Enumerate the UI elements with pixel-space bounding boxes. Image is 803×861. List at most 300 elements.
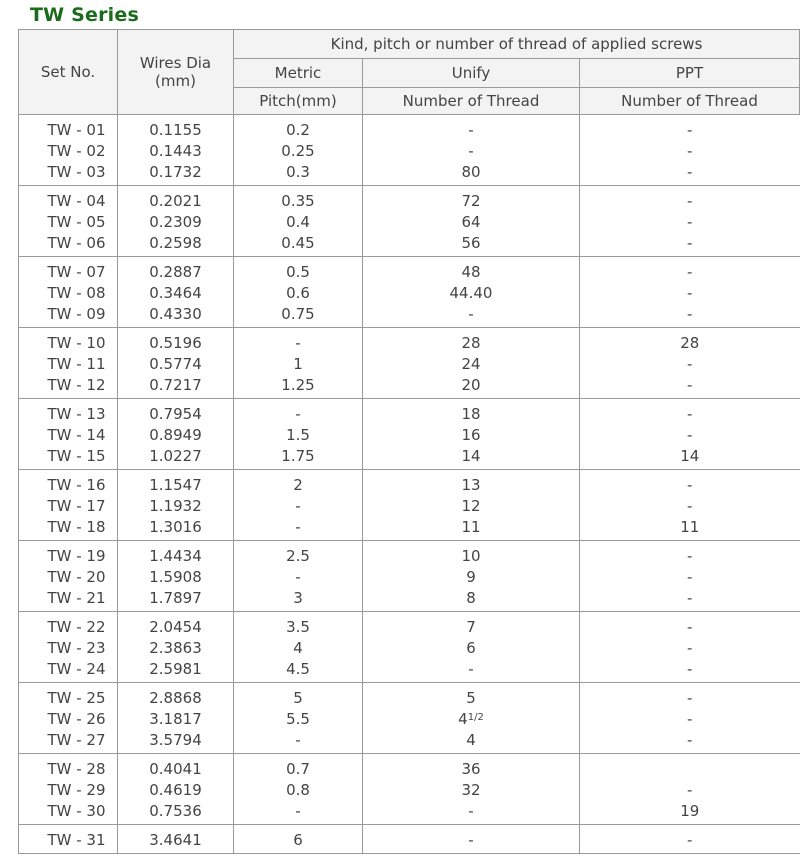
unify-text: 11 (461, 518, 481, 536)
table-row-group (19, 186, 800, 257)
unify-text: 16 (461, 426, 481, 444)
metric-text: 0.7 (286, 760, 310, 778)
metric-value (234, 333, 362, 354)
ppt-thread-cell (580, 683, 800, 754)
set-text: TW - 28 (47, 760, 106, 778)
ppt-text: - (687, 831, 693, 849)
dia-text: 1.1932 (149, 497, 202, 515)
ppt-value (580, 588, 800, 609)
dia-text: 0.1155 (149, 121, 202, 139)
header-unify-sub: Number of Thread (363, 88, 580, 115)
ppt-value (580, 354, 800, 375)
metric-text: 1 (293, 355, 303, 373)
metric-text: 5 (293, 689, 303, 707)
unify-value (363, 191, 579, 212)
ppt-value (580, 446, 800, 467)
dia-text: 3.1817 (149, 710, 202, 728)
dia-text: 0.5774 (149, 355, 202, 373)
ppt-text: - (687, 213, 693, 231)
unify-text: 9 (466, 568, 476, 586)
metric-value (234, 375, 362, 396)
ppt-thread-cell (580, 612, 800, 683)
set-value (19, 304, 117, 325)
ppt-text: - (687, 710, 693, 728)
dia-value (118, 425, 233, 446)
dia-value (118, 375, 233, 396)
unify-fraction-superscript: 1/2 (467, 712, 484, 723)
dia-value (118, 588, 233, 609)
ppt-value (580, 730, 800, 751)
unify-text: 28 (461, 334, 481, 352)
ppt-text: - (687, 355, 693, 373)
set-text: TW - 20 (47, 568, 106, 586)
set-text: TW - 05 (47, 213, 106, 231)
set-no-cell (19, 541, 118, 612)
table-row-group (19, 257, 800, 328)
dia-value (118, 517, 233, 538)
set-value (19, 546, 117, 567)
ppt-value (580, 567, 800, 588)
metric-value (234, 546, 362, 567)
set-value (19, 638, 117, 659)
ppt-value (580, 759, 800, 780)
metric-value (234, 425, 362, 446)
unify-value (363, 659, 579, 680)
unify-text: 4 (466, 731, 476, 749)
metric-value (234, 212, 362, 233)
dia-value (118, 730, 233, 751)
metric-value (234, 404, 362, 425)
ppt-text: 11 (680, 518, 700, 536)
set-no-cell (19, 257, 118, 328)
set-text: TW - 31 (47, 831, 106, 849)
set-value (19, 354, 117, 375)
dia-value (118, 283, 233, 304)
metric-text: 1.5 (286, 426, 310, 444)
metric-value (234, 517, 362, 538)
set-no-cell (19, 612, 118, 683)
unify-value (363, 212, 579, 233)
metric-text: 5.5 (286, 710, 310, 728)
set-value (19, 709, 117, 730)
header-wires-dia (118, 30, 234, 115)
unify-value (363, 141, 579, 162)
metric-value (234, 588, 362, 609)
ppt-value (580, 425, 800, 446)
metric-value (234, 759, 362, 780)
ppt-value (580, 517, 800, 538)
metric-value (234, 191, 362, 212)
dia-text: 0.7217 (149, 376, 202, 394)
metric-text: - (295, 568, 301, 586)
dia-text: 2.0454 (149, 618, 202, 636)
unify-value (363, 333, 579, 354)
unify-value (363, 780, 579, 801)
wires-dia-cell (118, 328, 234, 399)
set-text: TW - 13 (47, 405, 106, 423)
unify-thread-cell (363, 825, 580, 854)
metric-text: 2 (293, 476, 303, 494)
metric-value (234, 496, 362, 517)
unify-value (363, 617, 579, 638)
metric-text: - (295, 334, 301, 352)
metric-text: 3.5 (286, 618, 310, 636)
metric-value (234, 283, 362, 304)
metric-pitch-cell (234, 612, 363, 683)
set-value (19, 830, 117, 851)
dia-text: 0.2021 (149, 192, 202, 210)
metric-text: 4 (293, 639, 303, 657)
wires-dia-cell (118, 825, 234, 854)
metric-value (234, 233, 362, 254)
metric-text: 6 (293, 831, 303, 849)
set-text: TW - 24 (47, 660, 106, 678)
unify-text: 13 (461, 476, 481, 494)
set-text: TW - 12 (47, 376, 106, 394)
unify-text: 8 (466, 589, 476, 607)
metric-value (234, 120, 362, 141)
ppt-value (580, 304, 800, 325)
unify-text: 4 (458, 710, 468, 728)
dia-value (118, 709, 233, 730)
set-value (19, 688, 117, 709)
set-no-cell (19, 399, 118, 470)
unify-text: 72 (461, 192, 481, 210)
metric-text: 0.8 (286, 781, 310, 799)
ppt-text: - (687, 234, 693, 252)
ppt-text: - (687, 639, 693, 657)
unify-text: - (468, 802, 474, 820)
set-value (19, 283, 117, 304)
unify-value (363, 496, 579, 517)
dia-text: 0.4330 (149, 305, 202, 323)
ppt-thread-cell (580, 825, 800, 854)
dia-value (118, 446, 233, 467)
set-value (19, 233, 117, 254)
ppt-value (580, 546, 800, 567)
ppt-text: - (687, 305, 693, 323)
unify-value (363, 404, 579, 425)
dia-value (118, 638, 233, 659)
metric-text: 1.25 (281, 376, 315, 394)
unify-value (363, 304, 579, 325)
dia-text: 0.8949 (149, 426, 202, 444)
unify-value (363, 688, 579, 709)
dia-text: 3.5794 (149, 731, 202, 749)
set-text: TW - 25 (47, 689, 106, 707)
metric-value (234, 141, 362, 162)
table-row-group (19, 612, 800, 683)
set-no-cell (19, 115, 118, 186)
set-text: TW - 02 (47, 142, 106, 160)
ppt-value (580, 333, 800, 354)
unify-text: 80 (461, 163, 481, 181)
unify-text: - (468, 142, 474, 160)
ppt-text: - (687, 192, 693, 210)
unify-text: 48 (461, 263, 481, 281)
table-row-group (19, 328, 800, 399)
ppt-text: - (687, 426, 693, 444)
unify-text: - (468, 305, 474, 323)
set-no-cell (19, 470, 118, 541)
dia-value (118, 780, 233, 801)
set-no-cell (19, 328, 118, 399)
metric-pitch-cell (234, 257, 363, 328)
metric-pitch-cell (234, 541, 363, 612)
dia-value (118, 567, 233, 588)
ppt-thread-cell (580, 754, 800, 825)
unify-value (363, 425, 579, 446)
unify-text: 6 (466, 639, 476, 657)
ppt-text: 14 (680, 447, 700, 465)
ppt-value (580, 375, 800, 396)
metric-pitch-cell (234, 683, 363, 754)
dia-text: 2.3863 (149, 639, 202, 657)
unify-thread-cell (363, 257, 580, 328)
dia-value (118, 546, 233, 567)
header-wires-dia-line2: (mm) (155, 72, 196, 90)
unify-thread-cell (363, 683, 580, 754)
metric-value (234, 801, 362, 822)
table-row-group (19, 825, 800, 854)
set-value (19, 759, 117, 780)
metric-text: 0.4 (286, 213, 310, 231)
unify-value (363, 517, 579, 538)
ppt-text: - (687, 121, 693, 139)
metric-text: 0.45 (281, 234, 315, 252)
ppt-text: - (687, 405, 693, 423)
table-row-group (19, 470, 800, 541)
ppt-value (580, 162, 800, 183)
ppt-value (580, 120, 800, 141)
ppt-text: - (687, 731, 693, 749)
set-value (19, 617, 117, 638)
ppt-value (580, 141, 800, 162)
ppt-text: - (687, 263, 693, 281)
dia-text: 0.4041 (149, 760, 202, 778)
set-text: TW - 26 (47, 710, 106, 728)
ppt-thread-cell (580, 399, 800, 470)
header-wires-dia-line1: Wires Dia (139, 54, 212, 72)
ppt-text: - (687, 163, 693, 181)
unify-text: 5 (466, 689, 476, 707)
set-text: TW - 16 (47, 476, 106, 494)
set-text: TW - 15 (47, 447, 106, 465)
header-unify: Unify (363, 59, 580, 88)
set-value (19, 659, 117, 680)
set-value (19, 446, 117, 467)
ppt-value (580, 475, 800, 496)
dia-text: 2.5981 (149, 660, 202, 678)
unify-value (363, 830, 579, 851)
unify-thread-cell (363, 754, 580, 825)
set-text: TW - 29 (47, 781, 106, 799)
set-text: TW - 18 (47, 518, 106, 536)
unify-value (363, 801, 579, 822)
set-text: TW - 10 (47, 334, 106, 352)
ppt-text: - (687, 781, 693, 799)
metric-text: 0.3 (286, 163, 310, 181)
set-text: TW - 11 (47, 355, 106, 373)
dia-value (118, 120, 233, 141)
dia-text: 1.0227 (149, 447, 202, 465)
header-metric: Metric (234, 59, 363, 88)
metric-value (234, 709, 362, 730)
set-text: TW - 17 (47, 497, 106, 515)
set-value (19, 212, 117, 233)
unify-value (363, 354, 579, 375)
dia-text: 3.4641 (149, 831, 202, 849)
ppt-thread-cell (580, 541, 800, 612)
wires-dia-cell (118, 541, 234, 612)
ppt-value (580, 780, 800, 801)
page-title: TW Series (30, 4, 139, 26)
metric-text: - (295, 518, 301, 536)
ppt-text: - (687, 589, 693, 607)
metric-value (234, 830, 362, 851)
dia-value (118, 688, 233, 709)
set-text: TW - 21 (47, 589, 106, 607)
set-value (19, 588, 117, 609)
ppt-thread-cell (580, 470, 800, 541)
dia-text: 1.7897 (149, 589, 202, 607)
unify-text: - (468, 660, 474, 678)
ppt-value (580, 688, 800, 709)
metric-text: 3 (293, 589, 303, 607)
unify-text: 12 (461, 497, 481, 515)
ppt-value (580, 191, 800, 212)
metric-value (234, 617, 362, 638)
header-metric-sub: Pitch(mm) (234, 88, 363, 115)
set-value (19, 730, 117, 751)
unify-value (363, 759, 579, 780)
wires-dia-cell (118, 399, 234, 470)
dia-value (118, 141, 233, 162)
metric-pitch-cell (234, 825, 363, 854)
ppt-value (580, 233, 800, 254)
dia-text: 0.2887 (149, 263, 202, 281)
metric-text: 0.6 (286, 284, 310, 302)
metric-value (234, 354, 362, 375)
dia-text: 0.2309 (149, 213, 202, 231)
unify-text: 14 (461, 447, 481, 465)
unify-value (363, 120, 579, 141)
set-text: TW - 09 (47, 305, 106, 323)
unify-thread-cell (363, 612, 580, 683)
unify-thread-cell (363, 399, 580, 470)
set-value (19, 517, 117, 538)
ppt-value (580, 659, 800, 680)
metric-pitch-cell (234, 754, 363, 825)
unify-text: - (468, 121, 474, 139)
ppt-value (580, 283, 800, 304)
set-value (19, 333, 117, 354)
tw-series-table (18, 29, 800, 854)
set-text: TW - 19 (47, 547, 106, 565)
dia-text: 0.7536 (149, 802, 202, 820)
ppt-thread-cell (580, 186, 800, 257)
unify-value (363, 162, 579, 183)
set-text: TW - 08 (47, 284, 106, 302)
unify-text: 7 (466, 618, 476, 636)
set-no-cell (19, 825, 118, 854)
wires-dia-cell (118, 186, 234, 257)
dia-value (118, 233, 233, 254)
dia-value (118, 262, 233, 283)
metric-value (234, 262, 362, 283)
dia-value (118, 496, 233, 517)
unify-value (363, 283, 579, 304)
dia-text: 1.4434 (149, 547, 202, 565)
ppt-value (580, 404, 800, 425)
ppt-value (580, 212, 800, 233)
wires-dia-cell (118, 683, 234, 754)
table-header (19, 30, 800, 115)
set-text: TW - 03 (47, 163, 106, 181)
unify-thread-cell (363, 541, 580, 612)
unify-text: 44.40 (449, 284, 493, 302)
set-value (19, 162, 117, 183)
unify-value (363, 638, 579, 659)
header-kind: Kind, pitch or number of thread of applied screws (234, 30, 800, 59)
dia-text: 0.3464 (149, 284, 202, 302)
unify-thread-cell (363, 470, 580, 541)
dia-value (118, 333, 233, 354)
metric-pitch-cell (234, 399, 363, 470)
set-value (19, 425, 117, 446)
dia-text: 2.8868 (149, 689, 202, 707)
ppt-text: - (687, 618, 693, 636)
dia-text: 0.7954 (149, 405, 202, 423)
table-row-group (19, 541, 800, 612)
dia-text: 0.1443 (149, 142, 202, 160)
unify-thread-cell (363, 328, 580, 399)
set-value (19, 191, 117, 212)
dia-value (118, 304, 233, 325)
unify-value (363, 446, 579, 467)
metric-text: 0.25 (281, 142, 315, 160)
metric-value (234, 567, 362, 588)
ppt-text: 28 (680, 334, 700, 352)
set-text: TW - 07 (47, 263, 106, 281)
ppt-text: - (687, 660, 693, 678)
table-body (19, 115, 800, 854)
unify-value (363, 588, 579, 609)
unify-text: - (468, 831, 474, 849)
set-value (19, 404, 117, 425)
metric-value (234, 446, 362, 467)
set-text: TW - 14 (47, 426, 106, 444)
ppt-text: - (687, 476, 693, 494)
unify-text: 32 (461, 781, 481, 799)
ppt-thread-cell (580, 328, 800, 399)
metric-text: - (295, 497, 301, 515)
metric-value (234, 688, 362, 709)
unify-text: 64 (461, 213, 481, 231)
dia-value (118, 354, 233, 375)
dia-text: 1.3016 (149, 518, 202, 536)
set-text: TW - 22 (47, 618, 106, 636)
dia-text: 0.1732 (149, 163, 202, 181)
set-value (19, 262, 117, 283)
set-value (19, 801, 117, 822)
dia-value (118, 659, 233, 680)
ppt-value (580, 638, 800, 659)
set-no-cell (19, 754, 118, 825)
unify-text: 10 (461, 547, 481, 565)
ppt-text: - (687, 142, 693, 160)
metric-pitch-cell (234, 186, 363, 257)
